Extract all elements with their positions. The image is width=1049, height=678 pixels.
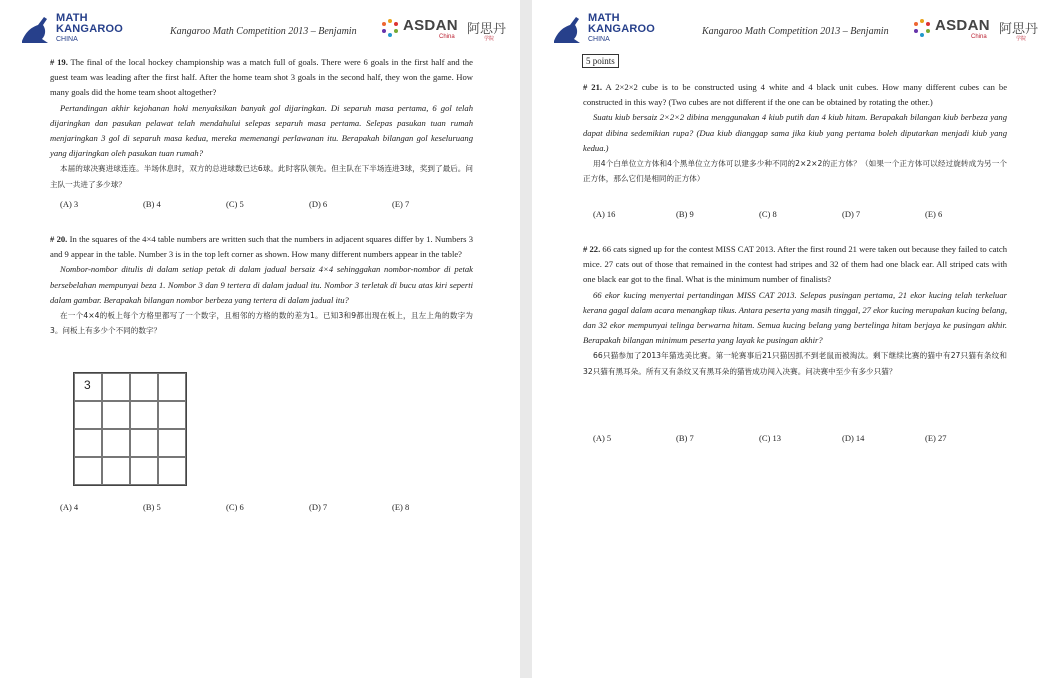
math-kangaroo-logo xyxy=(18,11,158,47)
answer-option[interactable]: (A) 5 xyxy=(593,433,612,443)
table-4x4 xyxy=(73,372,187,486)
question-21-answers xyxy=(593,209,1008,219)
grid-cell-top-left: 3 xyxy=(74,373,102,401)
grid-cell xyxy=(74,401,102,429)
question-20-chinese: 在一个4×4的板上每个方格里都写了一个数字，且相邻的方格的数的差为1。已知3和9都出现在板上，且左上角的数字为3。问板上有多少个不同的数字？ xyxy=(50,311,473,336)
asdan-star-icon xyxy=(912,18,932,38)
asdan-star-icon xyxy=(380,18,400,38)
answer-option[interactable]: (A) 3 xyxy=(60,199,79,209)
answer-option[interactable]: (D) 6 xyxy=(309,199,328,209)
answer-option[interactable]: (E) 27 xyxy=(925,433,947,443)
logo-text-kangaroo: KANGAROO xyxy=(56,23,123,35)
grid-cell xyxy=(130,429,158,457)
question-21-english: # 21. A 2×2×2 cube is to be constructed using 4 white and 4 black unit cubes. How many different cubes can be constructed in this way? (Two cubes are not different if the one can be obtained by rotating the other.) xyxy=(583,82,1008,108)
answer-option[interactable]: (E) 6 xyxy=(925,209,943,219)
question-20-answers xyxy=(60,502,475,512)
grid-cell xyxy=(158,373,186,401)
asdan-name: ASDAN xyxy=(403,17,458,34)
logo-text-math: MATH xyxy=(56,12,88,24)
logo-text-kangaroo: KANGAROO xyxy=(588,23,655,35)
answer-option[interactable]: (A) 4 xyxy=(60,502,79,512)
kangaroo-icon xyxy=(550,13,584,45)
answer-option[interactable]: (C) 8 xyxy=(759,209,777,219)
answer-option[interactable]: (D) 7 xyxy=(842,209,861,219)
logo-text-math: MATH xyxy=(588,12,620,24)
question-21 xyxy=(583,80,1007,186)
grid-cell xyxy=(158,429,186,457)
grid-cell xyxy=(102,429,130,457)
asdan-name: ASDAN xyxy=(935,17,990,34)
question-19 xyxy=(50,55,473,192)
asdan-subtitle-cn: 学院 xyxy=(1016,36,1027,42)
asdan-subtitle: China xyxy=(971,34,987,40)
grid-cell xyxy=(158,457,186,485)
grid-cell xyxy=(102,457,130,485)
left-page xyxy=(0,0,520,678)
answer-option[interactable]: (B) 9 xyxy=(676,209,694,219)
question-21-chinese: 用4个白单位立方体和4个黑单位立方体可以建多少种不同的2×2×2的正方体？（如果一个正方体可以经过旋转成为另一个正方体，那么它们是相同的正方体） xyxy=(583,159,1007,184)
points-section-label: 5 points xyxy=(582,54,619,68)
asdan-chinese-name: 阿思丹 xyxy=(999,22,1039,37)
grid-cell xyxy=(130,457,158,485)
question-20-english: # 20. In the squares of the 4×4 table numbers are written such that the numbers in adjacent squares differ by 1. Numbers 3 and 9 appear in the table. Number 3 is in the top left corner as shown. How many different numbers appear in the table? xyxy=(50,234,473,260)
grid-cell xyxy=(130,401,158,429)
answer-option[interactable]: (C) 13 xyxy=(759,433,781,443)
asdan-logo xyxy=(912,17,1042,43)
answer-option[interactable]: (E) 8 xyxy=(392,502,410,512)
logo-text-china: CHINA xyxy=(588,36,610,43)
grid-cell xyxy=(130,373,158,401)
question-22 xyxy=(583,242,1007,379)
question-21-malay: Suatu kiub bersaiz 2×2×2 dibina menggunakan 4 kiub putih dan 4 kiub hitam. Berapakah bilangan kiub berbeza yang dapat dibina sedemikian rupa? (Dua kiub dianggap sama jika kiub yang pertama boleh diputarkan menjadi kiub yang kedua.) xyxy=(583,112,1007,153)
question-20 xyxy=(50,232,473,338)
question-22-malay: 66 ekor kucing menyertai pertandingan MISS CAT 2013. Selepas pusingan pertama, 21 ekor kucing telah terkeluar kerana gagal dalam acara menangkap tikus. Antara peserta yang masih tinggal, 27 ekor kucing merupakan kucing belang, dan 32 ekor mempunyai telinga berwarna hitam. Semua kucing belang yang bertelinga hitam berjaya ke pusingan akhir. Berapakah bilangan minimum peserta yang layak ke pusingan akhir? xyxy=(583,289,1007,346)
asdan-subtitle: China xyxy=(439,34,455,40)
question-20-malay: Nombor-nombor ditulis di dalam setiap petak di dalam jadual bersaiz 4×4 sehinggakan nombor-nombor di petak bersebelahan mempunyai beza 1. Nombor 3 dan 9 tertera di dalam jadual itu. Nombor 3 terletak di bucu atas kiri seperti dalam gambar. Berapakah bilangan nombor berbeza yang tertera di dalam jadual itu? xyxy=(50,264,473,305)
logo-text-china: CHINA xyxy=(56,36,78,43)
asdan-chinese-name: 阿思丹 xyxy=(467,22,507,37)
answer-option[interactable]: (B) 5 xyxy=(143,502,161,512)
grid-cell xyxy=(74,457,102,485)
grid-cell xyxy=(158,401,186,429)
answer-option[interactable]: (B) 4 xyxy=(143,199,161,209)
question-22-chinese: 66只猫参加了2013年猫选美比赛。第一轮赛事后21只猫因抓不到老鼠而被淘汰。剩下继续比赛的猫中有27只猫有条纹和32只猫有黑耳朵。所有又有条纹又有黑耳朵的猫皆成功闯入决赛。问决赛中至少有多少只猫？ xyxy=(583,351,1007,376)
kangaroo-icon xyxy=(18,13,52,45)
answer-option[interactable]: (E) 7 xyxy=(392,199,410,209)
page-header-title: Kangaroo Math Competition 2013 – Benjamin xyxy=(702,26,889,37)
answer-option[interactable]: (D) 14 xyxy=(842,433,865,443)
question-19-chinese: 本届的球决赛进球连连。半场休息时，双方的总进球数已达6球。此时客队领先。但主队在下半场连进3球，奖到了最后。问主队一共进了多少球？ xyxy=(50,164,474,189)
math-kangaroo-logo xyxy=(550,11,690,47)
answer-option[interactable]: (D) 7 xyxy=(309,502,328,512)
answer-option[interactable]: (A) 16 xyxy=(593,209,616,219)
page-header-title: Kangaroo Math Competition 2013 – Benjamin xyxy=(170,26,357,37)
question-22-english: # 22. 66 cats signed up for the contest MISS CAT 2013. After the first round 21 were taken out because they failed to catch mice. 27 cats out of those that remained in the contest had stripes and 32 of them had one black ear. All striped cats with one black ear got to the final. What is the minimum number of finalists? xyxy=(583,244,1008,285)
question-19-malay: Pertandingan akhir kejohanan hoki menyaksikan banyak gol dijaringkan. Di separuh masa pertama, 6 gol telah dijaringkan dan pasukan pelawat telah mendahului selepas separuh masa pertama. Selepas pasukan tuan rumah menjaringkan 3 gol di separuh masa kedua, mereka memenangi perlawanan itu. Berapakah bilangan gol keseluruang yang dijaringkan oleh pasukan tuan rumah? xyxy=(50,102,473,159)
grid-cell xyxy=(102,373,130,401)
question-19-english: # 19. The final of the local hockey championship was a match full of goals. There were 6 goals in the first half and the guest team was leading after the first half. After the home team shot 3 goals in the second half, they won the game. How many goals did the home team shoot altogether? xyxy=(50,57,474,98)
asdan-subtitle-cn: 学院 xyxy=(484,36,495,42)
grid-cell xyxy=(102,401,130,429)
grid-cell xyxy=(74,429,102,457)
question-22-answers xyxy=(593,433,1008,443)
asdan-logo xyxy=(380,17,510,43)
answer-option[interactable]: (C) 5 xyxy=(226,199,244,209)
answer-option[interactable]: (B) 7 xyxy=(676,433,694,443)
answer-option[interactable]: (C) 6 xyxy=(226,502,244,512)
question-19-answers xyxy=(60,199,475,209)
